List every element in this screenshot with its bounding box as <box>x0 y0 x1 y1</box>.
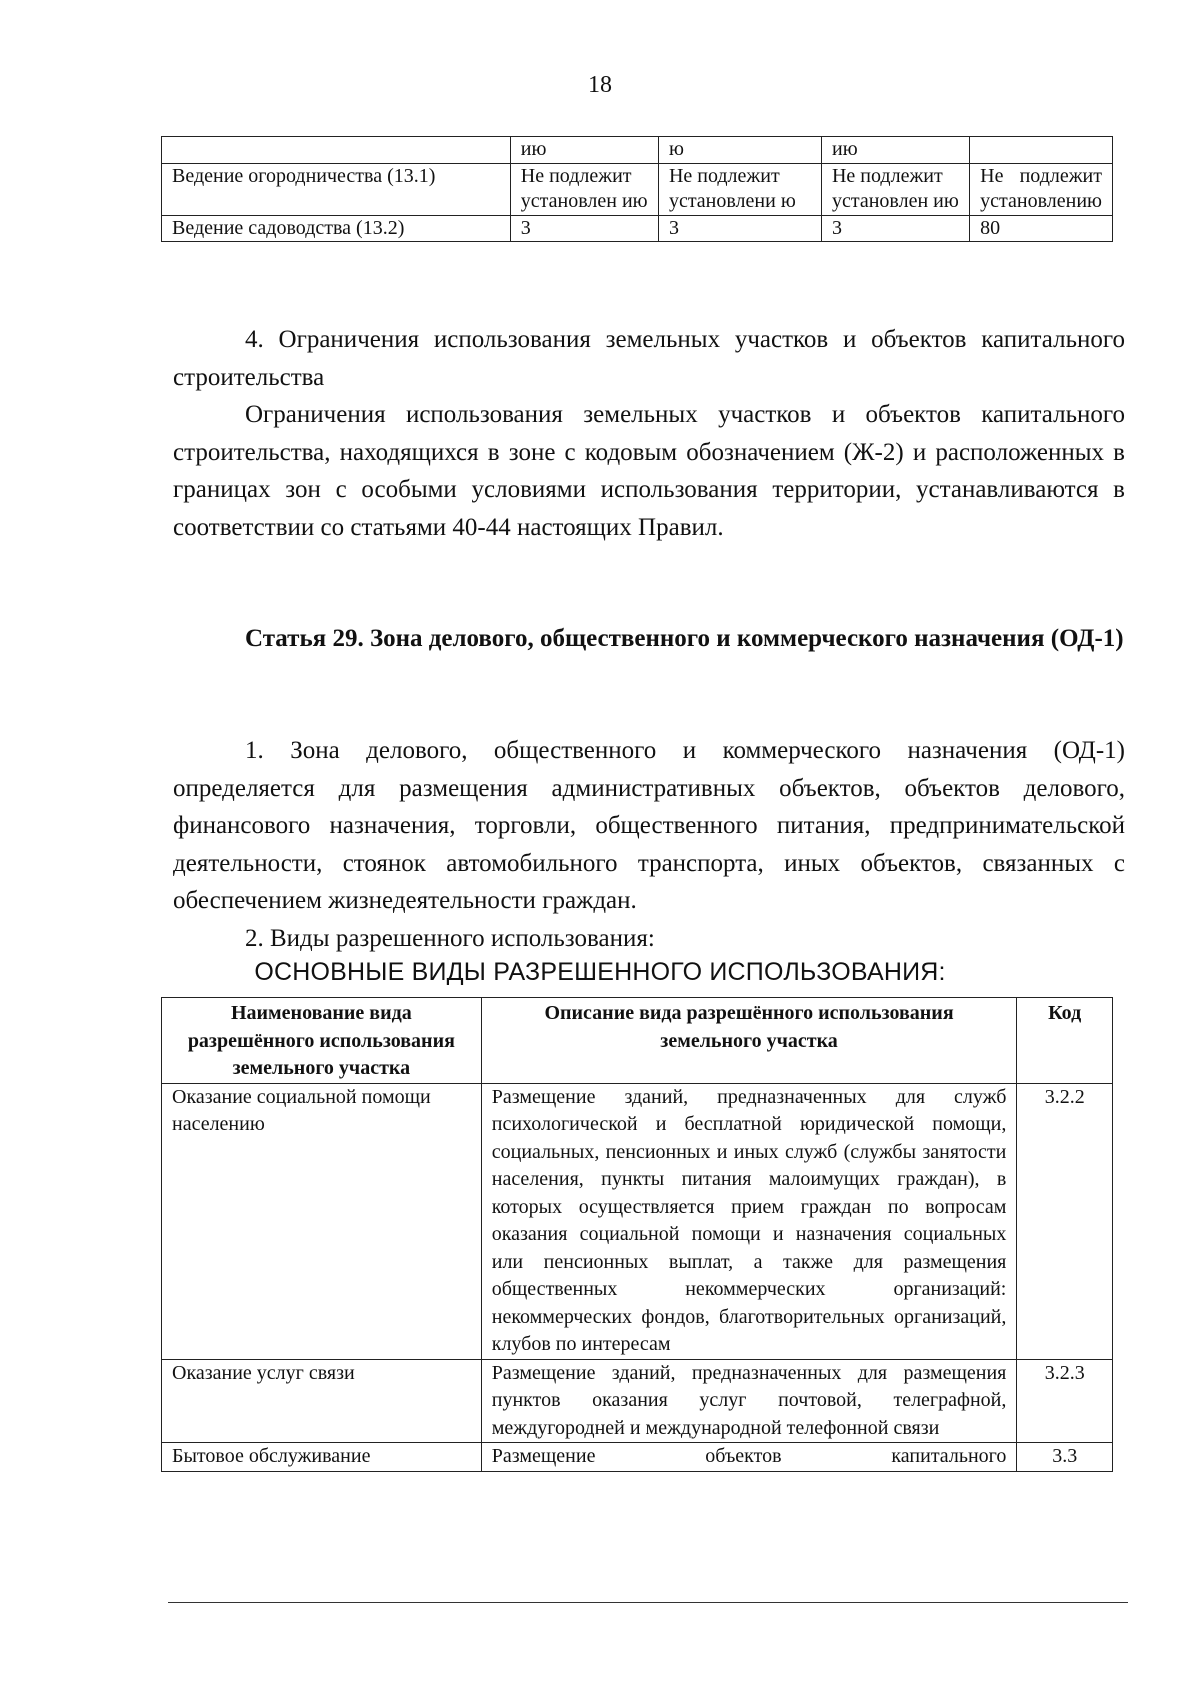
table-cell: Ведение садоводства (13.2) <box>162 215 511 242</box>
permitted-use-table <box>161 997 1113 1472</box>
table-cell: ию <box>821 137 969 164</box>
section-heading-paragraph <box>173 321 1125 396</box>
table-row <box>162 163 1113 215</box>
column-header-code: Код <box>1017 998 1113 1084</box>
article-heading-paragraph <box>173 620 1125 658</box>
table-cell: ю <box>658 137 821 164</box>
table-row <box>162 1443 1113 1472</box>
table-row <box>162 137 1113 164</box>
article-p2: 2. Виды разрешенного использования: <box>245 925 655 952</box>
table-caption: ОСНОВНЫЕ ВИДЫ РАЗРЕШЕННОГО ИСПОЛЬЗОВАНИЯ: <box>254 958 946 986</box>
table-cell: Не подлежит установлени ю <box>658 163 821 215</box>
use-code: 3.2.2 <box>1017 1083 1113 1359</box>
table-cell: Ведение огородничества (13.1) <box>162 163 511 215</box>
use-description: Размещение зданий, предназначенных для размещения пунктов оказания услуг почтовой, телеграфной, междугородней и международной телефонной связи <box>481 1359 1017 1443</box>
table-row <box>162 1083 1113 1359</box>
table-cell: Не подлежит установлен ию <box>821 163 969 215</box>
column-header-description: Описание вида разрешённого использования земельного участка <box>481 998 1017 1084</box>
column-header-name: Наименование вида разрешённого использования земельного участка <box>162 998 482 1084</box>
table-cell: ию <box>510 137 658 164</box>
use-name: Оказание услуг связи <box>162 1359 482 1443</box>
page-number: 18 <box>588 72 612 98</box>
article-paragraph-1 <box>173 732 1125 920</box>
table-cell <box>970 137 1113 164</box>
table-cell: 80 <box>970 215 1113 242</box>
article-title: Статья 29. Зона делового, общественного и коммерческого назначения (ОД-1) <box>245 625 1124 652</box>
table-header-row <box>162 998 1113 1084</box>
table-cell <box>162 137 511 164</box>
page-footer-rule <box>168 1602 1128 1603</box>
section-heading: 4. Ограничения использования земельных участков и объектов капитального строительства <box>173 326 1125 391</box>
table-cell: Не подлежит установлен ию <box>510 163 658 215</box>
article-p1: 1. Зона делового, общественного и коммерческого назначения (ОД-1) определяется для размещения административных объектов, объектов делового, финансового назначения, торговли, общественного питания, предпринимательской деятельности, стоянок автомобильного транспорта, иных объектов, связанных с обеспечением жизнедеятельности граждан. <box>173 737 1125 914</box>
use-description: Размещение зданий, предназначенных для служб психологической и бесплатной юридической помощи, социальных, пенсионных и иных служб (службы занятости населения, пункты питания малоимущих граждан), в которых осуществляется прием граждан по вопросам оказания социальной помощи и назначения социальных или пенсионных выплат, а также для размещения общественных некоммерческих организаций: некоммерческих фондов, благотворительных организаций, клубов по интересам <box>481 1083 1017 1359</box>
table-cell: Не подлежит установлению <box>970 163 1113 215</box>
table-row <box>162 215 1113 242</box>
table-cell: 3 <box>658 215 821 242</box>
use-name: Оказание социальной помощи населению <box>162 1083 482 1359</box>
use-name: Бытовое обслуживание <box>162 1443 482 1472</box>
table-row <box>162 1359 1113 1443</box>
use-code: 3.3 <box>1017 1443 1113 1472</box>
table-cell: 3 <box>821 215 969 242</box>
land-use-continuation-table <box>161 136 1113 242</box>
section-body-paragraph <box>173 396 1125 546</box>
table-cell: 3 <box>510 215 658 242</box>
use-description: Размещение объектов капитального <box>481 1443 1017 1472</box>
use-code: 3.2.3 <box>1017 1359 1113 1443</box>
article-paragraph-2 <box>173 920 1125 958</box>
section-body: Ограничения использования земельных участков и объектов капитального строительства, находящихся в зоне с кодовым обозначением (Ж-2) и расположенных в границах зон с особыми условиями использования территории, устанавливаются в соответствии со статьями 40-44 настоящих Правил. <box>173 401 1125 541</box>
